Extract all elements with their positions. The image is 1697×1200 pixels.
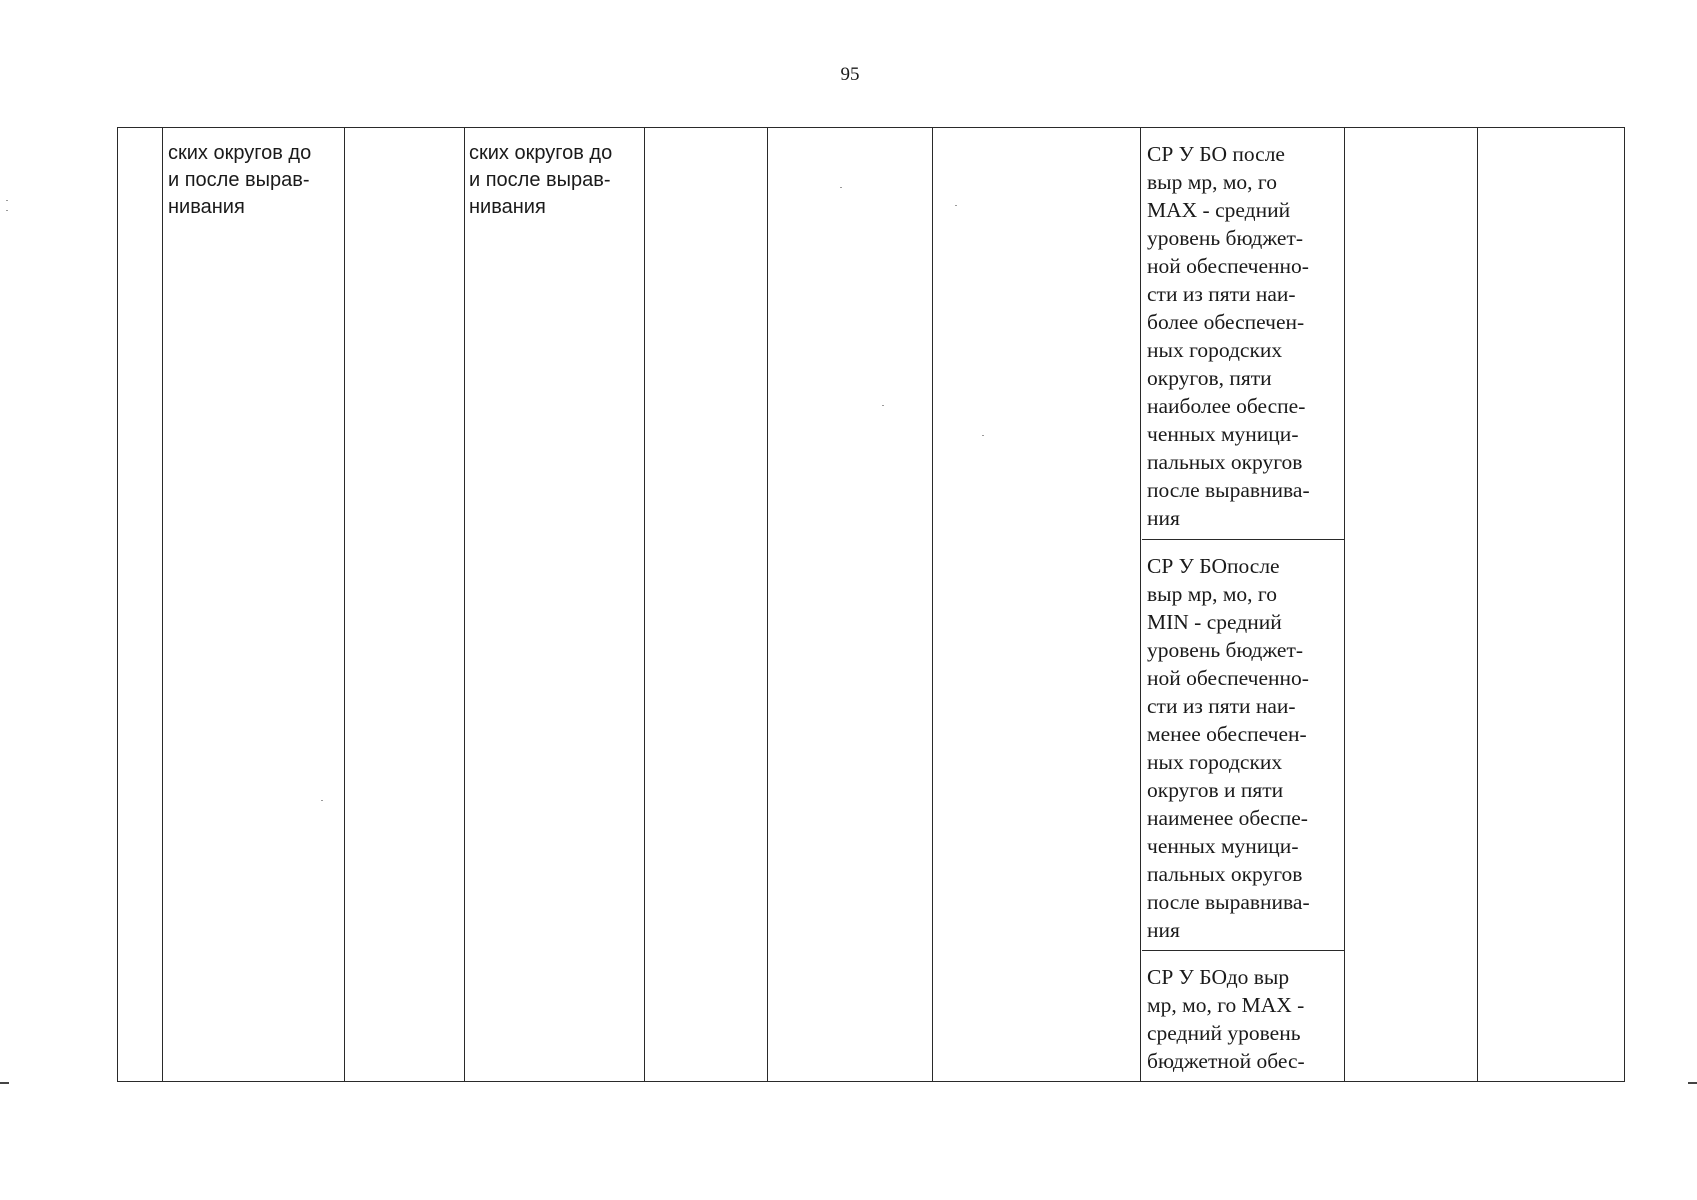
formula-cell-before-max: СР У БОдо выр мр, мо, го МАХ - средний уровень бюджетной обес- xyxy=(1147,965,1305,1073)
formula-cell-after-max: СР У БО после выр мр, мо, го МАХ - средний уровень бюджет- ной обеспеченно- сти из пяти наи- более обеспечен- ных городских округов, пяти наиболее обеспе- ченных муници- пальных округов после выравнива- ния xyxy=(1147,142,1310,530)
table-cell-col2-text: ских округов до и после вырав- нивания xyxy=(168,142,312,218)
column-divider xyxy=(344,127,345,1082)
column-divider xyxy=(1140,127,1141,1082)
scan-speck xyxy=(955,205,957,206)
margin-tick xyxy=(1688,1082,1697,1084)
formula-cell-after-min: СР У БОпосле выр мр, мо, го MIN - средний уровень бюджет- ной обеспеченно- сти из пяти наи- менее обеспечен- ных городских округов и пяти наименее обеспе- ченных муници- пальных округов после выравнива- ния xyxy=(1147,554,1310,942)
scan-speck xyxy=(982,435,984,436)
column-divider xyxy=(932,127,933,1082)
scan-speck xyxy=(6,200,8,201)
scan-speck xyxy=(321,800,323,801)
scan-speck xyxy=(840,187,842,188)
page-number: 95 xyxy=(840,64,860,85)
column-divider xyxy=(162,127,163,1082)
column-divider xyxy=(644,127,645,1082)
column-divider xyxy=(464,127,465,1082)
margin-tick xyxy=(0,1082,9,1084)
column-divider xyxy=(1344,127,1345,1082)
column-divider xyxy=(1477,127,1478,1082)
scan-speck xyxy=(882,405,884,406)
scan-speck xyxy=(6,210,8,211)
table-cell-col4-text: ских округов до и после вырав- нивания xyxy=(469,142,613,218)
column-divider xyxy=(767,127,768,1082)
